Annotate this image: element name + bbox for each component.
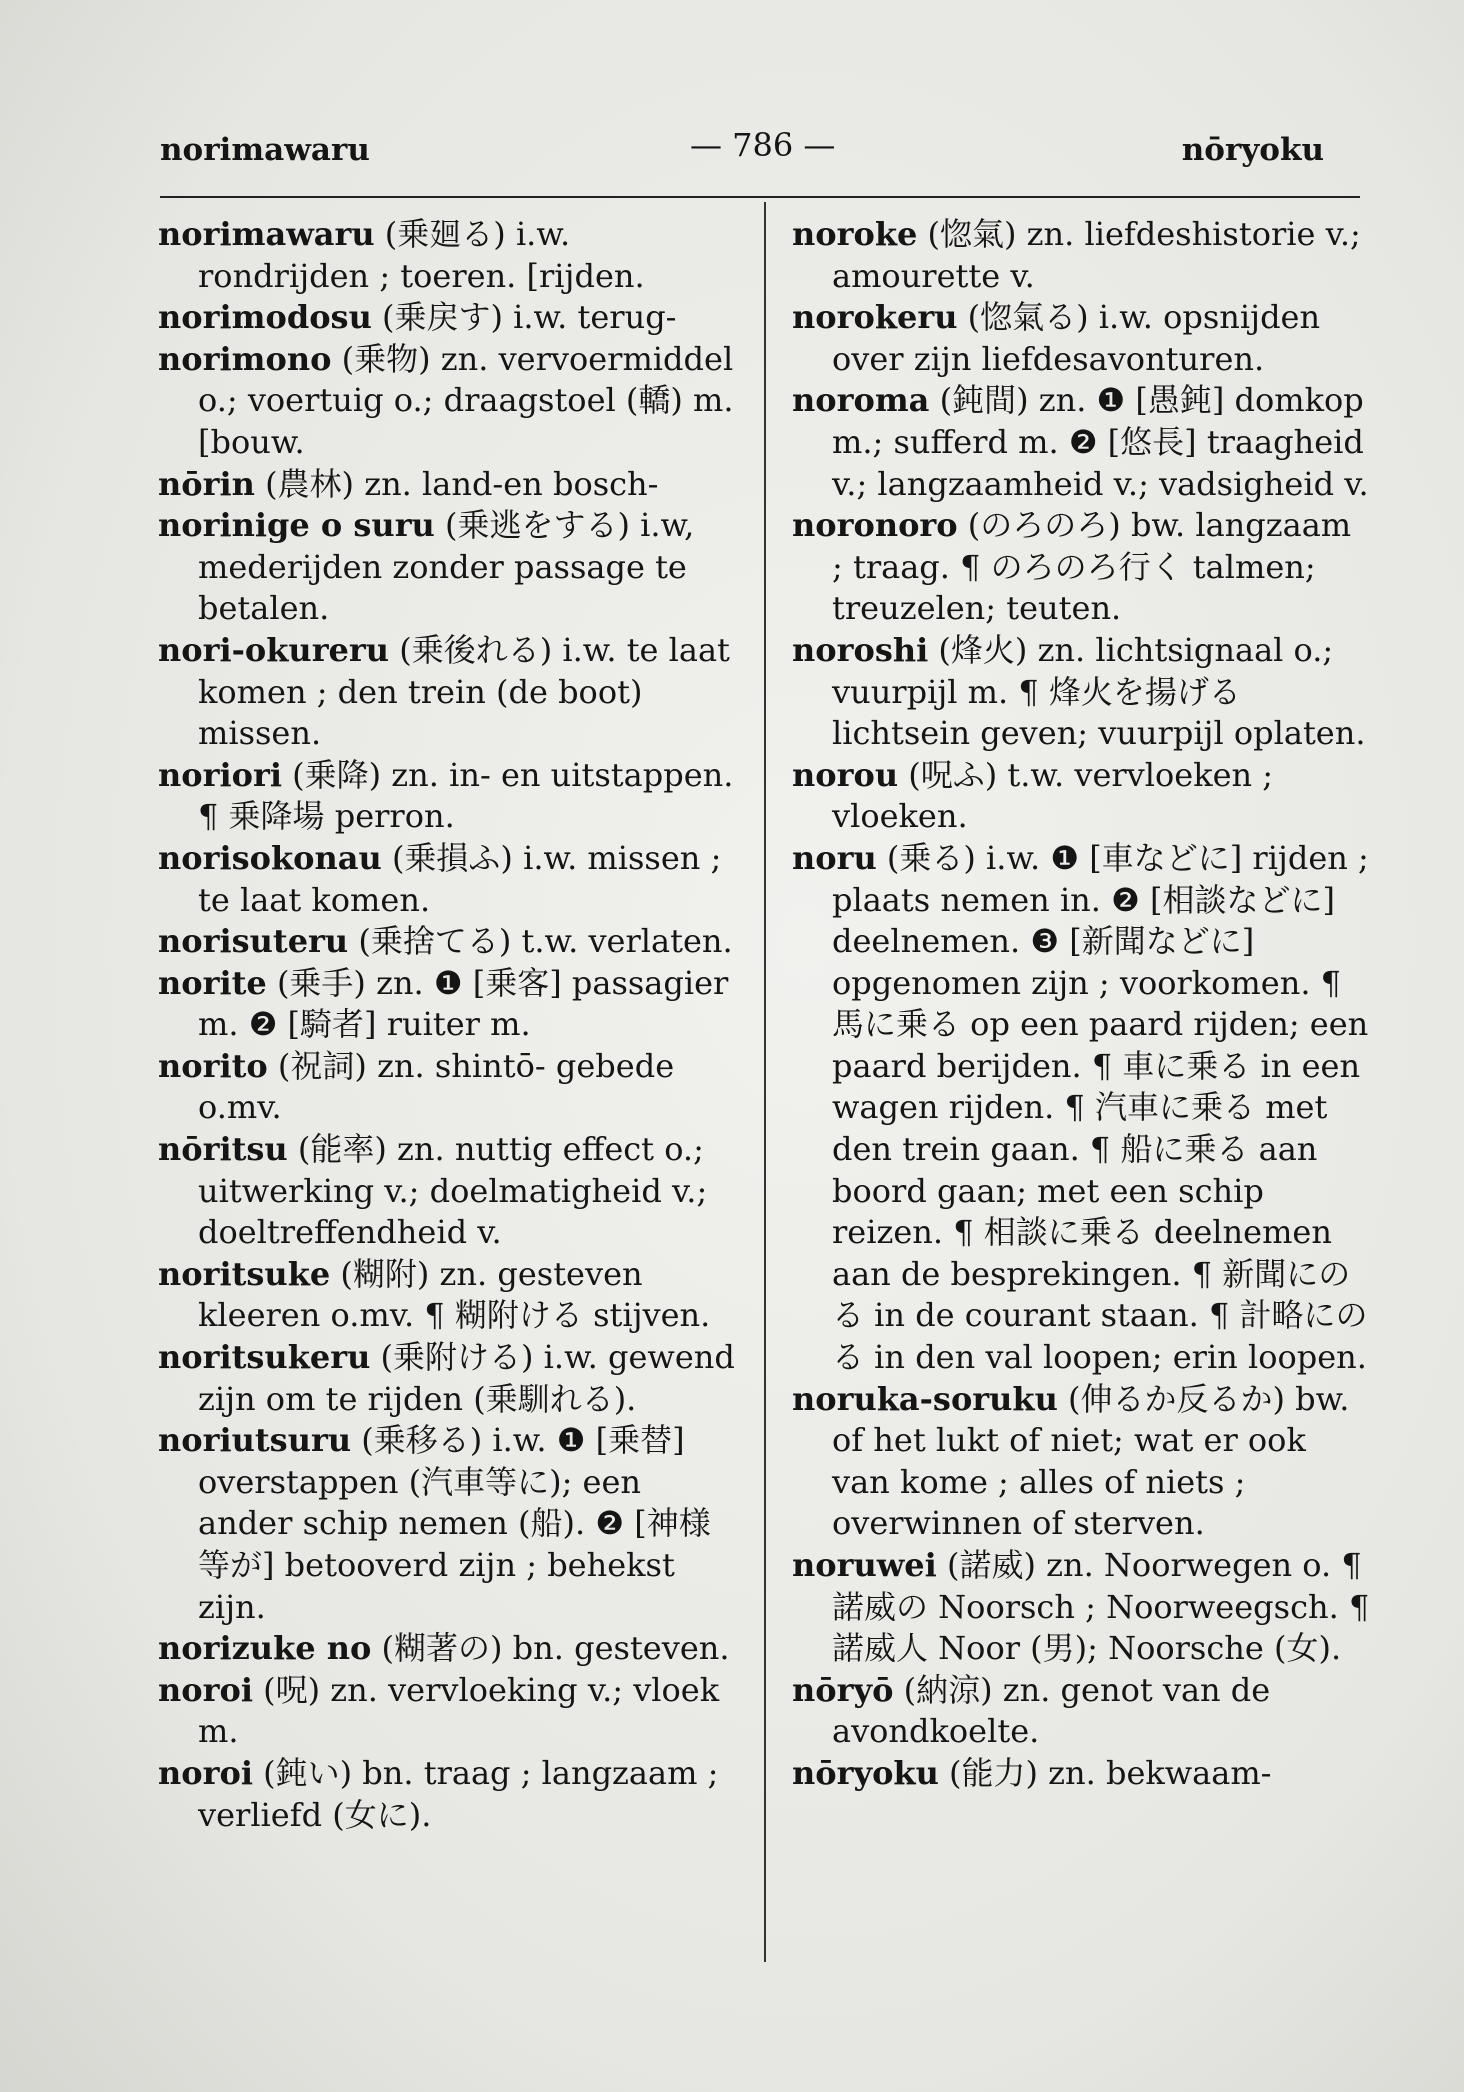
definition: (納涼) zn. genot van de avondkoelte. (832, 1670, 1271, 1751)
header-rule (160, 196, 1360, 198)
headword: norimono (158, 339, 332, 378)
definition: (農林) zn. land-en bosch- (254, 464, 659, 503)
right-guide-word: nōryoku (1181, 132, 1324, 168)
headword: noronoro (792, 506, 958, 545)
headword: noriutsuru (158, 1421, 352, 1460)
headword: noroi (158, 1670, 253, 1709)
dictionary-entry (158, 1420, 738, 1628)
dictionary-entry (158, 339, 738, 464)
definition: (乗損ふ) i.w. missen ; te laat komen. (198, 838, 722, 919)
headword: noru (792, 838, 877, 877)
definition: (惚氣) zn. liefdeshistorie v.; amourette v. (832, 215, 1361, 295)
page-number: — 786 — (690, 126, 836, 164)
headword: nori-okureru (158, 630, 390, 669)
definition: (伸るか反るか) bw. of het lukt of niet; wat er ook van kome ; alles of niets ; overwinnen of sterven. (832, 1379, 1350, 1543)
definition: (鈍間) zn. ❶ [愚鈍] domkop m.; sufferd m. ❷ [悠長] traagheid v.; langzaamheid v.; vadsigheid v. (832, 381, 1369, 503)
definition: (のろのろ) bw. langzaam ; traag. ¶ のろのろ行く talmen; treuzelen; teuten. (832, 506, 1352, 628)
dictionary-entry (792, 1670, 1372, 1753)
dictionary-entry (158, 505, 738, 630)
right-column (792, 214, 1372, 1795)
headword: norite (158, 963, 267, 1002)
dictionary-entry (792, 505, 1372, 630)
dictionary-entry (792, 1753, 1372, 1795)
headword: noroma (792, 381, 930, 420)
definition: (乗手) zn. ❶ [乗客] passagier m. ❷ [騎者] ruiter m. (198, 963, 729, 1044)
headword: norimodosu (158, 298, 372, 337)
headword: noruwei (792, 1546, 937, 1584)
dictionary-entry (158, 1337, 738, 1420)
definition: (乗捨てる) t.w. verlaten. (348, 922, 733, 961)
definition: (乗戻す) i.w. terug- (371, 298, 677, 337)
headword: noroke (792, 215, 918, 253)
headword: nōryō (792, 1670, 894, 1709)
headword: norokeru (792, 298, 958, 337)
headword: nōrin (158, 464, 255, 503)
dictionary-entry (792, 297, 1372, 380)
dictionary-entry (158, 1628, 738, 1670)
headword: noruka-soruku (792, 1379, 1058, 1418)
dictionary-entry (158, 838, 738, 921)
dictionary-entry (158, 921, 738, 963)
dictionary-entry (158, 214, 738, 297)
definition: (能率) zn. nuttig effect o.; uitwerking v.; doelmatigheid v.; doeltreffendheid v. (198, 1130, 708, 1252)
dictionary-entry (158, 297, 738, 339)
dictionary-entry (792, 838, 1372, 1379)
headword: noritsuke (158, 1254, 331, 1293)
page-header (160, 126, 1364, 176)
headword: noroshi (792, 630, 929, 669)
headword: noroi (158, 1753, 253, 1792)
dictionary-entry (792, 755, 1372, 838)
headword: norimawaru (158, 215, 375, 253)
column-divider (764, 202, 766, 1962)
dictionary-entry (158, 630, 738, 755)
definition: (乗逃をする) i.w, mederijden zonder passage te betalen. (198, 506, 695, 628)
definition: (乗降) zn. in- en uitstappen. ¶ 乗降場 perron. (198, 755, 734, 836)
dictionary-entry (158, 1670, 738, 1753)
headword: noriori (158, 755, 282, 794)
definition: (乗物) zn. vervoermiddel o.; voertuig o.; draagstoel (轎) m. [bouw. (198, 339, 734, 461)
dictionary-entry (158, 1254, 738, 1337)
definition: (惚氣る) i.w. opsnijden over zijn liefdesavonturen. (832, 298, 1321, 378)
definition: (鈍い) bn. traag ; langzaam ; verliefd (女に). (198, 1753, 719, 1834)
dictionary-entry (792, 380, 1372, 505)
definition: (糊著の) bn. gesteven. (371, 1629, 730, 1668)
headword: norou (792, 755, 899, 794)
dictionary-entry (158, 963, 738, 1046)
definition: (諾威) zn. Noorwegen o. ¶ 諾威の Noorsch ; Noorweegsch. ¶ 諾威人 Noor (男); Noorsche (女). (832, 1546, 1370, 1668)
dictionary-entry (158, 1753, 738, 1836)
definition: (乗る) i.w. ❶ [車などに] rijden ; plaats nemen in. ❷ [相談などに] deelnemen. ❸ [新聞などに] opgenomen zijn ; voorkomen. ¶ 馬に乗る op een paard rijden; een paard berijden. ¶ 車に乗る in een wagen rijden. ¶ 汽車に乗る met den trein gaan. ¶ 船に乗る aan boord gaan; met een schip reizen. ¶ 相談に乗る deelnemen aan de besprekingen. ¶ 新聞にのる in de courant staan. ¶ 計略にのる in den val loopen; erin loopen. (832, 838, 1369, 1377)
definition: (烽火) zn. lichtsignaal o.; vuurpijl m. ¶ 烽火を揚げる lichtsein geven; vuurpijl oplaten. (832, 630, 1366, 753)
definition: (糊附) zn. gesteven kleeren o.mv. ¶ 糊附ける stijven. (198, 1254, 711, 1335)
definition: (乗移る) i.w. ❶ [乗替] overstappen (汽車等に); een ander schip nemen (船). ❷ [神様等が] betooverd zijn ; behekst zijn. (198, 1421, 711, 1626)
definition: (乗附ける) i.w. gewend zijn om te rijden (乗馴れる). (198, 1338, 735, 1418)
dictionary-entry (158, 1046, 738, 1129)
left-guide-word: norimawaru (160, 132, 370, 168)
dictionary-entry (158, 464, 738, 506)
dictionary-entry (158, 1129, 738, 1254)
definition: (能力) zn. bekwaam- (938, 1753, 1272, 1792)
definition: (祝詞) zn. shintō- gebede o.mv. (198, 1046, 675, 1127)
definition: (呪ふ) t.w. vervloeken ; vloeken. (832, 755, 1274, 836)
headword: norizuke no (158, 1629, 372, 1668)
headword: nōryoku (792, 1753, 939, 1792)
headword: norito (158, 1046, 268, 1085)
definition: (乗廻る) i.w. rondrijden ; toeren. [rijden. (198, 215, 645, 295)
headword: norinige o suru (158, 506, 435, 545)
dictionary-entry (792, 1379, 1372, 1545)
dictionary-entry (158, 755, 738, 838)
headword: noritsukeru (158, 1338, 371, 1377)
definition: (呪) zn. vervloeking v.; vloek m. (198, 1670, 720, 1751)
left-column (158, 214, 738, 1836)
dictionary-entry (792, 214, 1372, 297)
headword: nōritsu (158, 1130, 288, 1169)
dictionary-entry (792, 630, 1372, 755)
definition: (乗後れる) i.w. te laat komen ; den trein (de boot) missen. (198, 630, 730, 753)
headword: norisuteru (158, 922, 349, 961)
dictionary-entry (792, 1545, 1372, 1670)
headword: norisokonau (158, 838, 382, 877)
